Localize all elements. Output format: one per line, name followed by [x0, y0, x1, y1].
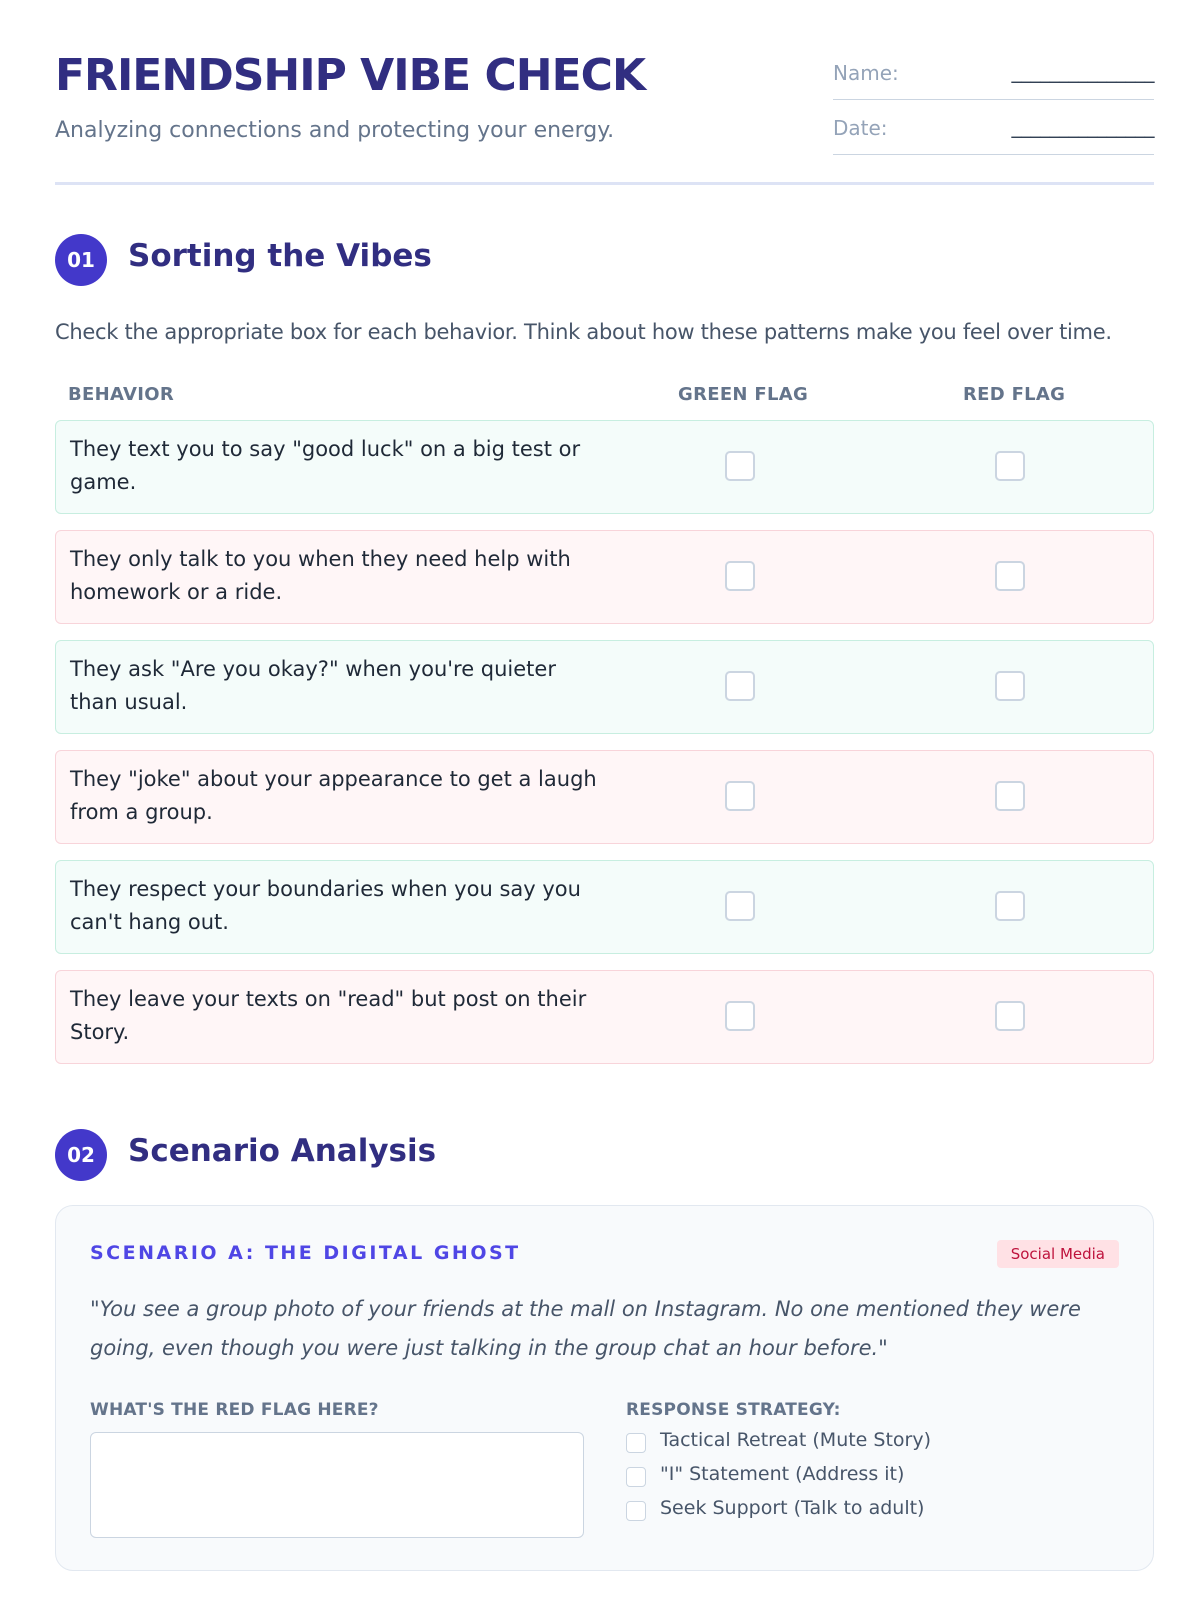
date-label: Date: — [833, 116, 888, 140]
response-strategy-label: RESPONSE STRATEGY: — [626, 1400, 841, 1420]
behavior-row — [55, 530, 1154, 624]
section-1-instructions: Check the appropriate box for each behavior. Think about how these patterns make you feel over time. — [55, 320, 1112, 344]
green-flag-checkbox[interactable] — [725, 1001, 755, 1031]
green-flag-checkbox[interactable] — [725, 561, 755, 591]
behavior-row — [55, 970, 1154, 1064]
green-flag-checkbox[interactable] — [725, 671, 755, 701]
behavior-text: They leave your texts on "read" but post on their Story. — [70, 987, 587, 1044]
strategy-checkbox[interactable] — [626, 1501, 646, 1521]
behavior-text: They text you to say "good luck" on a big test or game. — [70, 437, 581, 494]
page-title: FRIENDSHIP VIBE CHECK — [55, 50, 646, 101]
page-subtitle: Analyzing connections and protecting your energy. — [55, 118, 615, 143]
strategy-option-label: Tactical Retreat (Mute Story) — [660, 1429, 932, 1451]
red-flag-checkbox[interactable] — [995, 561, 1025, 591]
section-2-title: Scenario Analysis — [128, 1133, 437, 1169]
red-flag-checkbox[interactable] — [995, 891, 1025, 921]
behavior-text: They ask "Are you okay?" when you're quieter than usual. — [70, 657, 556, 714]
name-label: Name: — [833, 61, 899, 85]
green-flag-checkbox[interactable] — [725, 451, 755, 481]
strategy-checkbox[interactable] — [626, 1433, 646, 1453]
red-flag-checkbox[interactable] — [995, 781, 1025, 811]
red-flag-checkbox[interactable] — [995, 1001, 1025, 1031]
behavior-text: They "joke" about your appearance to get a laugh from a group. — [70, 767, 597, 824]
name-field[interactable] — [833, 55, 1154, 100]
column-header-behavior: BEHAVIOR — [68, 384, 174, 405]
section-2-number-badge: 02 — [55, 1129, 107, 1181]
section-1-title: Sorting the Vibes — [128, 238, 432, 274]
behavior-table — [55, 420, 1154, 1080]
strategy-checkbox[interactable] — [626, 1467, 646, 1487]
header-divider — [55, 182, 1154, 185]
date-blank: _______________ — [1011, 114, 1154, 138]
red-flag-checkbox[interactable] — [995, 671, 1025, 701]
red-flag-checkbox[interactable] — [995, 451, 1025, 481]
scenario-quote: "You see a group photo of your friends at the mall on Instagram. No one mentioned they were going, even though you were just talking in the group chat an hour before." — [90, 1297, 1081, 1360]
strategy-option-label: "I" Statement (Address it) — [660, 1463, 905, 1485]
name-blank: _______________ — [1011, 59, 1154, 83]
behavior-text: They respect your boundaries when you say you can't hang out. — [70, 877, 581, 934]
date-field[interactable] — [833, 110, 1154, 155]
category-badge: Social Media — [997, 1240, 1119, 1268]
red-flag-question-label: WHAT'S THE RED FLAG HERE? — [90, 1400, 379, 1420]
behavior-row — [55, 420, 1154, 514]
green-flag-checkbox[interactable] — [725, 891, 755, 921]
green-flag-checkbox[interactable] — [725, 781, 755, 811]
column-header-green-flag: GREEN FLAG — [678, 384, 809, 405]
scenario-title: SCENARIO A: THE DIGITAL GHOST — [90, 1242, 521, 1264]
section-1-number-badge: 01 — [55, 234, 107, 286]
behavior-text: They only talk to you when they need help with homework or a ride. — [70, 547, 571, 604]
red-flag-answer-field[interactable] — [90, 1432, 584, 1538]
scenario-card — [55, 1205, 1154, 1571]
column-header-red-flag: RED FLAG — [963, 384, 1066, 405]
behavior-row — [55, 860, 1154, 954]
behavior-row — [55, 750, 1154, 844]
behavior-row — [55, 640, 1154, 734]
strategy-option-label: Seek Support (Talk to adult) — [660, 1497, 925, 1519]
